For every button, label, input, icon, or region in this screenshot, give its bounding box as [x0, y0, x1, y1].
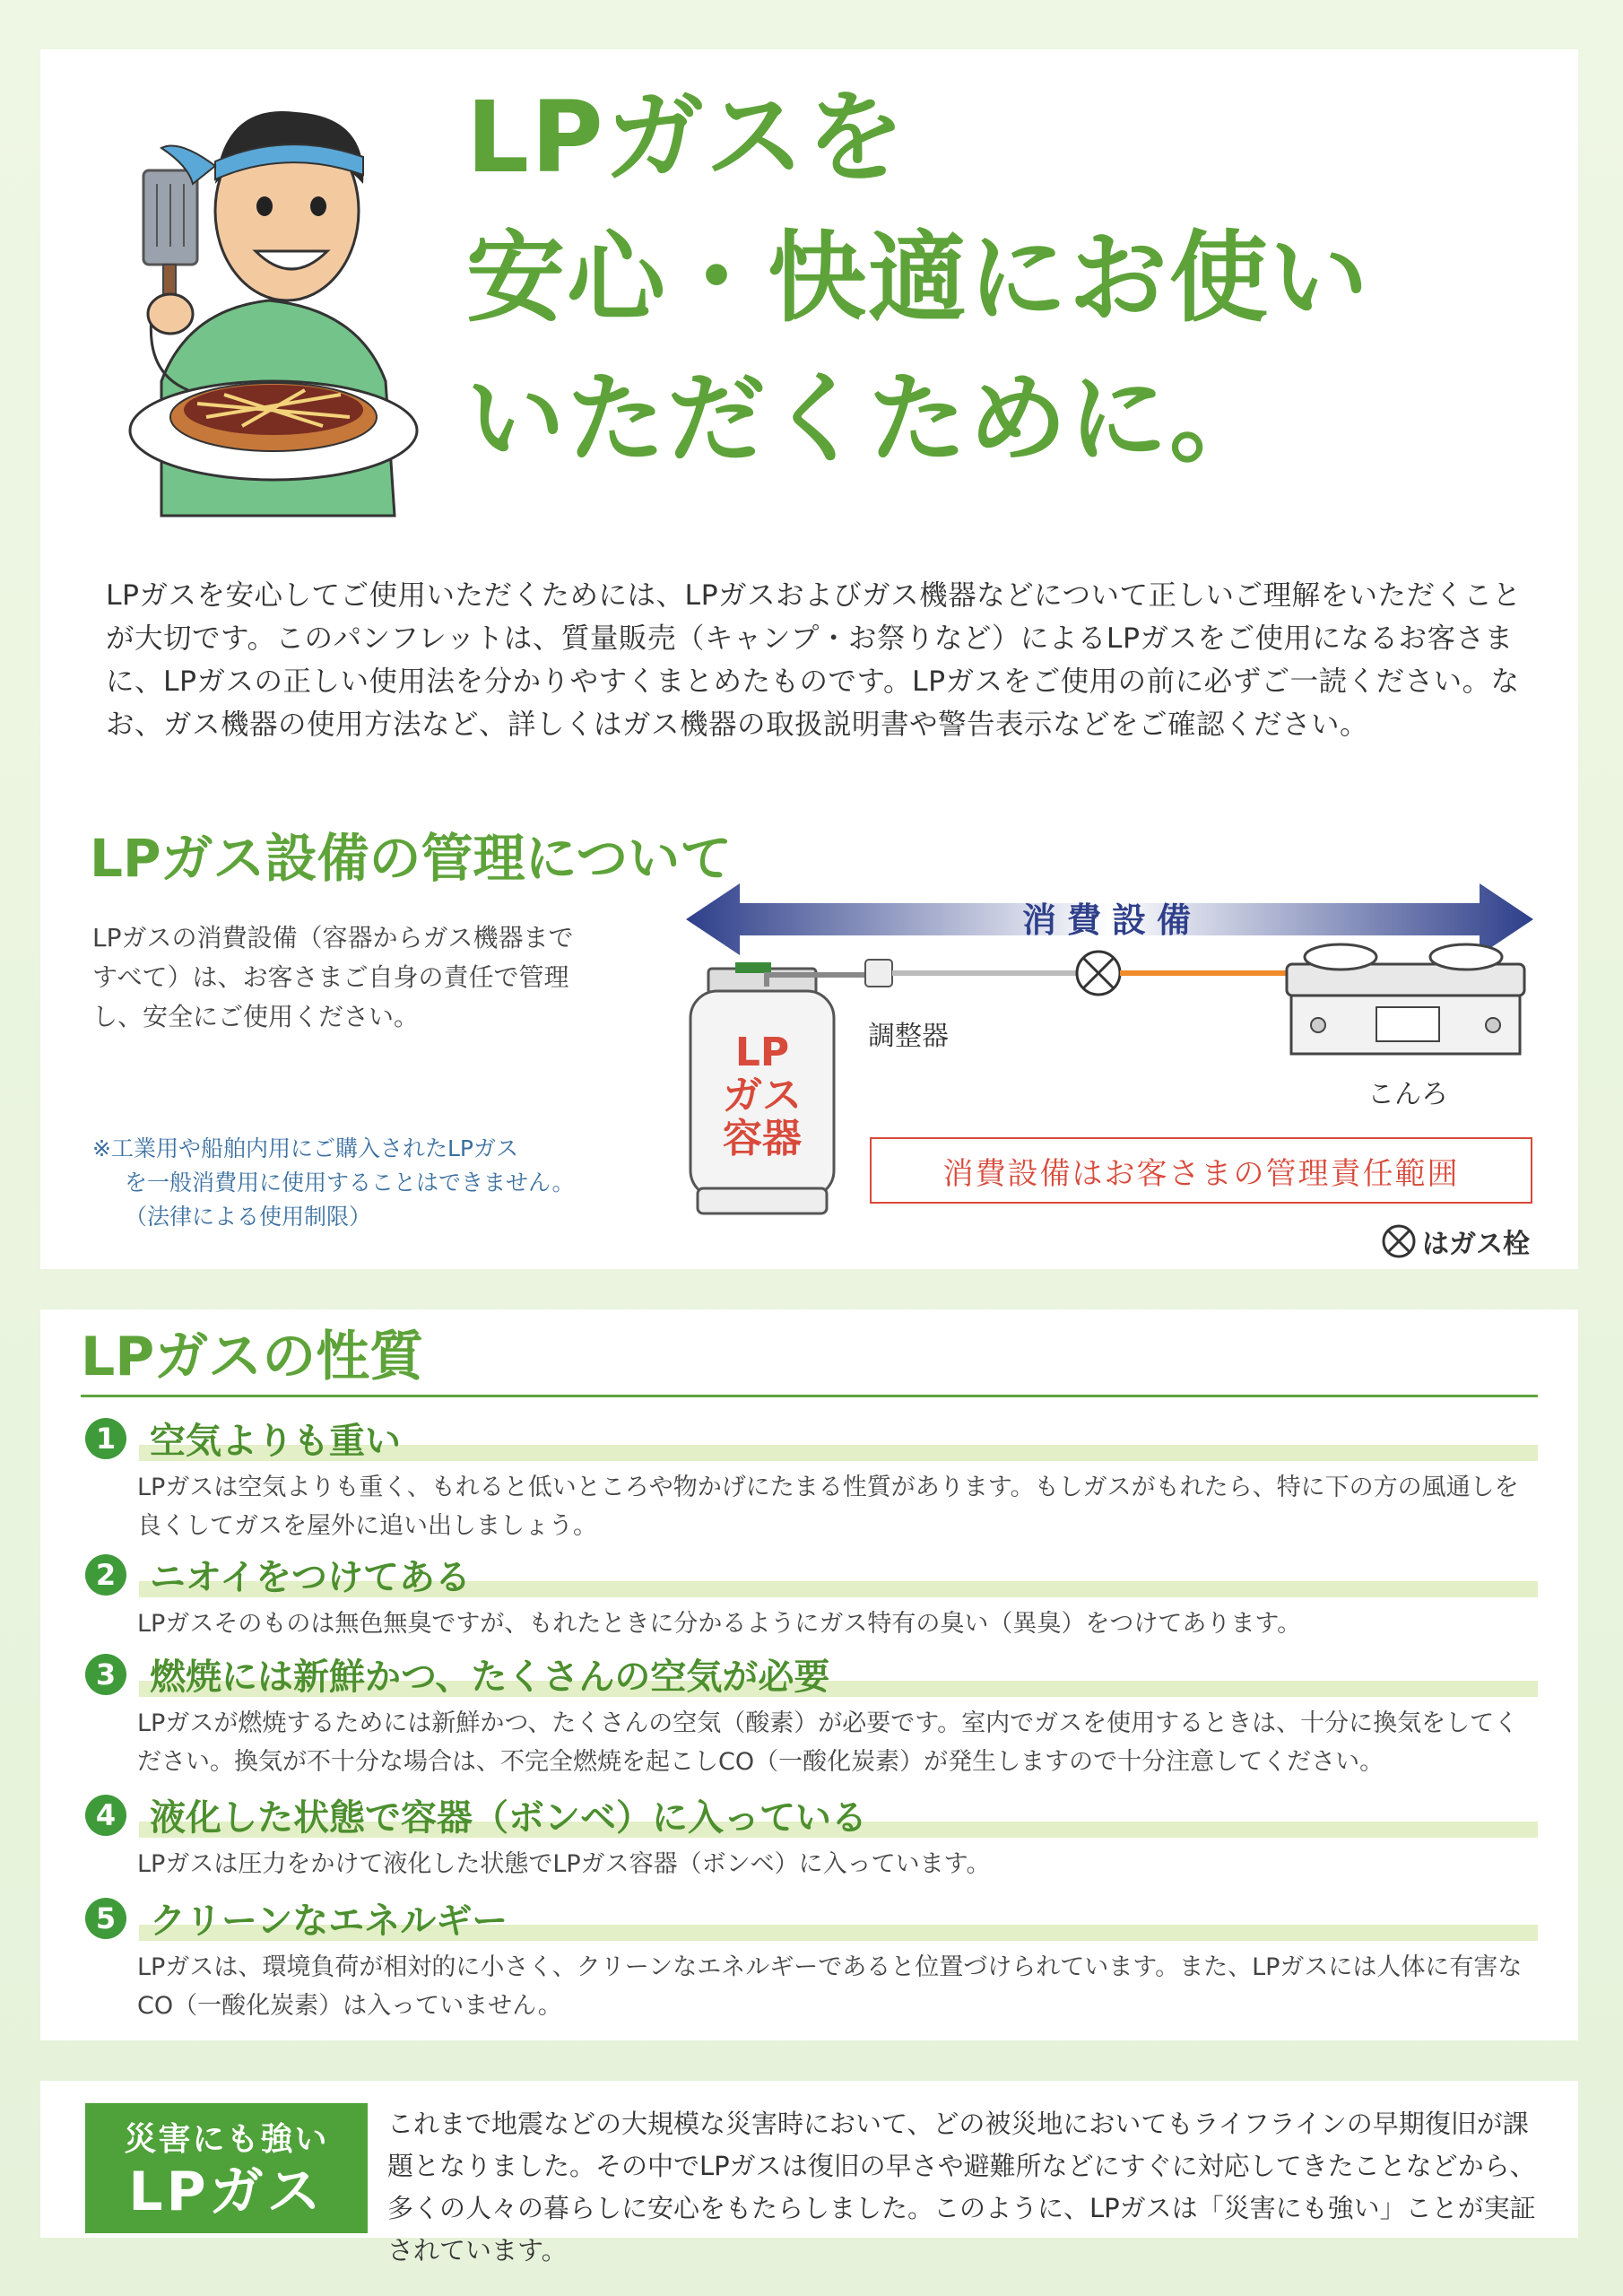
- cylinder-label-line-3: 容器: [723, 1116, 802, 1161]
- disaster-badge: [85, 2103, 368, 2233]
- number-badge: 2: [85, 1554, 126, 1596]
- disaster-badge-bottom: LPガス: [128, 2161, 325, 2223]
- valve-legend-text: はガス栓: [1422, 1229, 1530, 1260]
- management-note-line-1: ※工業用や船舶内用にご購入されたLPガス: [92, 1135, 518, 1161]
- management-note: [92, 1132, 595, 1234]
- property-item: [85, 1892, 1538, 2025]
- property-item: [85, 1413, 1538, 1545]
- hero-title-line-2: 安心・快適にお使い: [466, 221, 1370, 335]
- stove-label: こんろ: [1367, 1079, 1448, 1110]
- disaster-badge-top: 災害にも強い: [124, 2121, 329, 2158]
- property-body: LPガスは空気よりも重く、もれると低いところや物かげにたまる性質があります。もしガスがもれたら、特に下の方の風通しを良くしてガスを屋外に追い出しましょう。: [137, 1474, 1519, 1540]
- number-badge: 1: [85, 1418, 126, 1459]
- consumption-equipment-label: 消費設備: [1021, 900, 1202, 940]
- cylinder-label: [717, 1031, 807, 1161]
- hero-title: [466, 67, 1497, 490]
- cylinder-label-line-1: LP: [734, 1030, 790, 1075]
- property-title: 液化した状態で容器（ボンベ）に入っている: [150, 1797, 867, 1839]
- number-badge: 5: [85, 1898, 126, 1939]
- responsibility-range-text: 消費設備はお客さまの管理責任範囲: [942, 1155, 1460, 1192]
- hero-title-line-1: LPガスを: [466, 80, 907, 195]
- property-item: [85, 1549, 1538, 1643]
- number-badge: 3: [85, 1654, 126, 1695]
- properties-divider: [81, 1395, 1538, 1397]
- valve-legend-icon: [1381, 1223, 1417, 1259]
- property-body: LPガスそのものは無色無臭ですが、もれたときに分かるようにガス特有の臭い（異臭）をつけてあります。: [137, 1610, 1302, 1638]
- property-item: [85, 1789, 1538, 1883]
- property-body: LPガスは圧力をかけて液化した状態でLPガス容器（ボンベ）に入っています。: [137, 1850, 991, 1878]
- property-title: ニオイをつけてある: [150, 1557, 471, 1598]
- property-body: LPガスは、環境負荷が相対的に小さく、クリーンなエネルギーであると位置づけられています。また、LPガスには人体に有害なCO（一酸化炭素）は入っていません。: [137, 1953, 1523, 2020]
- property-title: 空気よりも重い: [150, 1421, 401, 1462]
- property-title: 燃焼には新鮮かつ、たくさんの空気が必要: [150, 1657, 830, 1698]
- hero-title-line-3: いただくために。: [466, 361, 1270, 476]
- intro-paragraph: LPガスを安心してご使用いただくためには、LPガスおよびガス機器などについて正しいご理解をいただくことが大切です。このパンフレットは、質量販売（キャンプ・お祭りなど）によるLPガスをご使用になるお客さまに、LPガスの正しい使用法を分かりやすくまとめたものです。LPガスをご使用の前に必ずご一読ください。なお、ガス機器の使用方法など、詳しくはガス機器の取扱説明書や警告表示などをご確認ください。: [106, 579, 1522, 741]
- property-body: LPガスが燃焼するためには新鮮かつ、たくさんの空気（酸素）が必要です。室内でガスを使用するときは、十分に換気をしてください。換気が不十分な場合は、不完全燃焼を起こしCO（一酸化炭素）が発生しますので十分注意してください。: [137, 1709, 1519, 1776]
- properties-heading: LPガスの性質: [81, 1326, 424, 1388]
- property-item: [85, 1648, 1538, 1781]
- property-title: クリーンなエネルギー: [150, 1900, 508, 1942]
- cook-illustration: [108, 85, 430, 543]
- cylinder-label-line-2: ガス: [723, 1073, 802, 1118]
- management-description: LPガスの消費設備（容器からガス機器まですべて）は、お客さまご自身の責任で管理し、安全にご使用ください。: [92, 923, 574, 1031]
- management-heading: LPガス設備の管理について: [90, 828, 733, 889]
- valve-legend: [1381, 1222, 1530, 1261]
- regulator-label: 調整器: [868, 1021, 949, 1052]
- disaster-text: これまで地震などの大規模な災害時において、どの被災地においてもライフラインの早期復旧が課題となりました。その中でLPガスは復旧の早さや避難所などにすぐに対応してきたことなどから、多くの人々の暮らしに安心をもたらしました。このように、LPガスは「災害にも強い」ことが実証されています。: [387, 2109, 1536, 2266]
- responsibility-range-box: [870, 1137, 1532, 1204]
- management-note-line-2: を一般消費用に使用することはできません。（法律による使用制限）: [125, 1170, 575, 1230]
- number-badge: 4: [85, 1795, 126, 1836]
